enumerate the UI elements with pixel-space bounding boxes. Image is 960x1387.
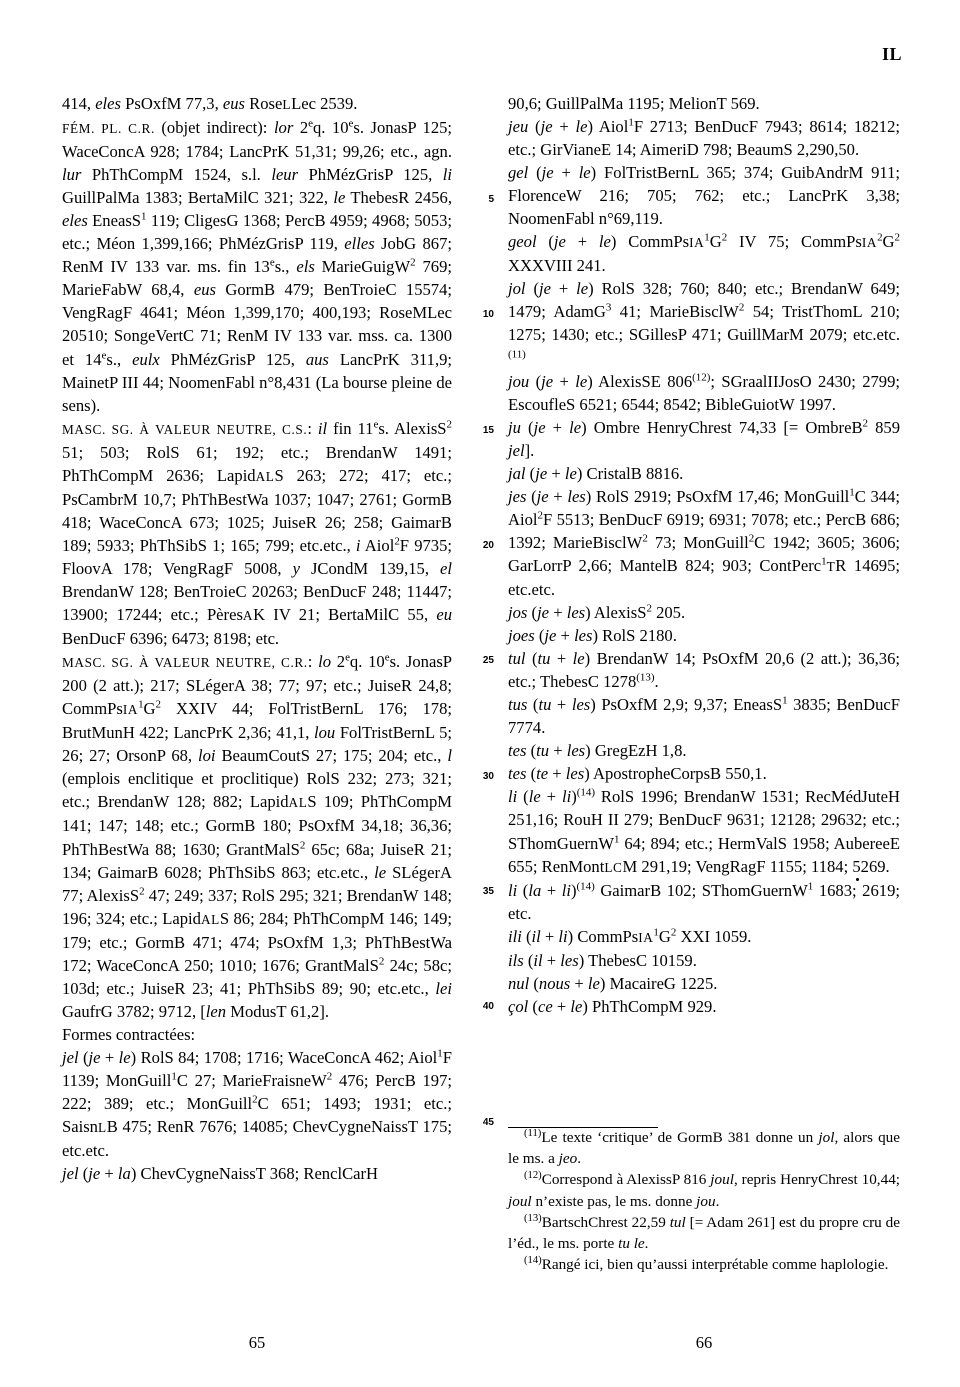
right-text-column bbox=[508, 92, 900, 1018]
entry-p-ils: ils (il + les) ThebesC 10159. bbox=[508, 950, 697, 970]
entry-p-tes-te-les: tes (te + les) ApostropheCorpsB 550,1. bbox=[508, 764, 767, 784]
scan-speck bbox=[856, 878, 859, 881]
footnote-12: $^{(12)}$Correspond à AlexissP 816 joul, repris HenryChrest 10,44; joul n’existe pas, le ms. donne jou. bbox=[508, 1170, 901, 1210]
line-number-45: 45 bbox=[482, 1117, 494, 1128]
folio-number-right: 66 bbox=[695, 1333, 713, 1352]
entry-p-geol: geol (je + le) $CommPsIA^1G^2$ IV 75; $CommPsIA^2G^2$ XXXVIII 241. bbox=[508, 231, 900, 276]
entry-p-fem-pl-cr: FÉM. PL. C.R. (objet indirect): lor 2eq. 10es. JonasP 125; WaceConcA 928; 1784; LancPrK 51,31; 99,26; etc., agn. lur PhThCompM 1524, s.l. leur PhMézGrisP 125, li GuillPalMa 1383; BertaMilC 321; 322, le ThebesR 2456, eles EneasS$^1$ 119; CligesG 1368; PercB 4959; 4968; 5053; etc.; Méon 1,399,166; PhMézGrisP 119, elles JobG 867; RenM IV 133 var. ms. fin 13es., els MarieGuigW$^2$ 769; MarieFabW 68,4, eus GormB 479; BenTroieC 15574; VengRagF 4641; Méon 1,399,170; 400,193; RoseMLec 20510; SongeVertC 71; RenM IV 133 var. mss. ca. 1300 et 14es., eulx PhMézGrisP 125, aus LancPrK 311,9; MainetP III 44; NoomenFabl n°8,431 (La bourse pleine de sens). bbox=[62, 117, 453, 415]
entry-p-jou: jou (je + le) AlexisSE 806$^{(12)}$; SGraalIIJosO 2430; 2799; EscoufleS 6521; 6544; 8542; BibleGuiotW 1997. bbox=[508, 371, 900, 414]
entry-p-414-eles: 414, eles PsOxfM 77,3, eus RoseLLec 2539. bbox=[62, 94, 358, 113]
entry-p-li-la-li: li (la + li)$^{(14)}$ GaimarB 102; SThomGuernW$^1$ 1683; 2619; etc. bbox=[508, 880, 900, 923]
entry-p-jel-je-la: jel (je + la) ChevCygneNaissT 368; RenclCarH bbox=[62, 1164, 379, 1184]
line-number-30: 30 bbox=[482, 771, 494, 782]
entry-p-906-guillpalma: 90,6; GuillPalMa 1195; MelionT 569. bbox=[508, 94, 760, 113]
entry-p-jeu: jeu (je + le) Aiol$^1$F 2713; BenDucF 7943; 8614; 18212; etc.; GirVianeE 14; AimeriD 798; BeaumS 2,290,50. bbox=[508, 116, 900, 160]
line-number-5: 5 bbox=[488, 194, 494, 205]
line-number-10: 10 bbox=[482, 309, 494, 320]
entry-p-nul: nul (nous + le) MacaireG 1225. bbox=[508, 973, 718, 993]
footnotes-block bbox=[508, 1127, 900, 1275]
line-number-15: 15 bbox=[482, 425, 494, 436]
entry-p-tul: tul (tu + le) BrendanW 14; PsOxfM 20,6 (2 att.); 36,36; etc.; ThebesC 1278$^{(13)}$. bbox=[508, 649, 900, 692]
line-number-20: 20 bbox=[482, 540, 494, 551]
entry-p-li-le-li: li (le + li)$^{(14)}$ RolS 1996; BrendanW 1531; RecMédJuteH 251,16; RouH II 279; BenDucF 9631; 12128; 29632; etc.; SThomGuernW$^1$ 64; 894; etc.; HermValS 1958; AubereeE 655; RenMontLCM 291,19; VengRagF 1155; 1184; 5269. bbox=[508, 786, 901, 876]
entry-p-col: çol (ce + le) PhThCompM 929. bbox=[508, 996, 717, 1016]
footnote-11: $^{(11)}$Le texte ‘critique’ de GormB 381 donne un jol, alors que le ms. a jeo. bbox=[508, 1127, 901, 1168]
entry-p-masc-sg-cs: MASC. SG. À VALEUR NEUTRE, C.S.: il fin 11es. AlexisS$^2$ 51; 503; RolS 61; 192; etc.; BrendanW 1491; PhThCompM 2636; LapidALS 263; 272; 417; etc.; PsCambrM 10,7; PhThBestWa 1037; 1047; 2761; GormB 418; WaceConcA 673; 1025; JuiseR 26; 258; GaimarB 189; 5933; PhThSibS 1; 165; 799; etc.etc., i Aiol$^2$F 9735; FloovA 178; VengRagF 5008, y JCondM 139,15, el BrendanW 128; BenTroieC 20263; BenDucF 248; 11447; 13900; 17244; etc.; PèresAK IV 21; BertaMilC 55, eu BenDucF 6396; 6473; 8198; etc. bbox=[62, 418, 452, 649]
entry-p-masc-sg-cr: MASC. SG. À VALEUR NEUTRE, C.R.: lo 2eq. 10es. JonasP 200 (2 att.); 217; SLégerA 38; 77; 97; etc.; JuiseR 24,8; $CommPsIA^1G^2$ XXIV 44; FolTristBernL 176; 178; BrutMunH 422; LancPrK 2,36; 41,1, lou FolTristBernL 5; 26; 27; OrsonP 68, loi BeaumCoutS 27; 175; 204; etc., l (emplois enclitique et proclitique) RolS 232; 273; 321; etc.; BrendanW 128; 882; LapidALS 109; PhThCompM 141; 147; 148; etc.; GormB 180; PsOxfM 34,18; 36,36; PhThBestWa 88; 1630; GrantMalS$^2$ 65c; 68a; JuiseR 21; 134; GaimarB 6028; PhThSibS 863; etc.etc., le SLégerA 77; AlexisS$^2$ 47; 249; 337; RolS 295; 321; BrendanW 148; 196; 324; etc.; LapidALS 86; 284; PhThCompM 146; 149; 179; etc.; GormB 471; 474; PsOxfM 1,3; PhThBestWa 172; WaceConcA 250; 1010; 1676; GrantMalS$^2$ 24c; 58c; 103d; etc.; JuiseR 23; 41; PhThSibS 89; 90; etc.etc., lei GaufrG 3782; 9712, [len ModusT 61,2]. bbox=[62, 651, 453, 1021]
entry-p-jal: jal (je + le) CristalB 8816. bbox=[508, 463, 684, 483]
entry-p-formes-contractees: Formes contractées: bbox=[62, 1024, 196, 1044]
entry-p-gel: gel (je + le) FolTristBernL 365; 374; GuibAndrM 911; FlorenceW 216; 705; 762; etc.; LancPrK 3,38; NoomenFabl n°69,119. bbox=[508, 163, 900, 229]
footnote-13: $^{(13)}$BartschChrest 22,59 tul [= Adam 261] est du propre cru de l’éd., le ms. porte tu le. bbox=[508, 1212, 900, 1253]
entry-p-jos: jos (je + les) AlexisS$^2$ 205. bbox=[508, 602, 686, 623]
entry-p-ju: ju (je + le) Ombre HenryChrest 74,33 [= OmbreB$^2$ 859 jel]. bbox=[508, 417, 900, 460]
entry-p-jes: jes (je + les) RolS 2919; PsOxfM 17,46; MonGuill$^1$C 344; Aiol$^2$F 5513; BenDucF 6919; 6931; 7078; etc.; PercB 686; 1392; MarieBisclW$^2$ 73; MonGuill$^2$C 1942; 3605; 3606; GarLorrP 2,66; MantelB 824; 903; ContPerc$^1$TR 14695; etc.etc. bbox=[508, 486, 901, 599]
left-text-column bbox=[62, 92, 452, 1185]
footnote-14: $^{(14)}$Rangé ici, bien qu’aussi interprétable comme haplologie. bbox=[524, 1255, 889, 1274]
entry-p-tus: tus (tu + les) PsOxfM 2,9; 9,37; EneasS$^1$ 3835; BenDucF 7774. bbox=[508, 694, 901, 738]
entry-p-jol: jol (je + le) RolS 328; 760; 840; etc.; BrendanW 649; 1479; AdamG$^3$ 41; MarieBisclW$^2$ 54; TristThomL 210; 1275; 1430; etc.; SGillesP 471; GuillMarM 2079; etc.etc.$^{(11)}$ bbox=[508, 279, 900, 360]
entry-p-jel-je-le: jel (je + le) RolS 84; 1708; 1716; WaceConcA 462; Aiol$^1$F 1139; MonGuill$^1$C 27; MarieFraisneW$^2$ 476; PercB 197; 222; 389; etc.; MonGuill$^2$C 651; 1493; 1931; etc.; SaisnLB 475; RenR 7676; 14085; ChevCygneNaissT 175; etc.etc. bbox=[62, 1047, 453, 1161]
line-number-25: 25 bbox=[482, 655, 494, 666]
line-number-40: 40 bbox=[482, 1001, 494, 1012]
folio-number-left: 65 bbox=[248, 1333, 266, 1352]
line-number-35: 35 bbox=[482, 886, 494, 897]
entry-p-tes-tu-les: tes (tu + les) GregEzH 1,8. bbox=[508, 741, 687, 761]
entry-p-ili: ili (il + li) $CommPsIA^1G^2$ XXI 1059. bbox=[508, 926, 752, 946]
running-head: IL bbox=[881, 44, 902, 64]
entry-p-joes: joes (je + les) RolS 2180. bbox=[508, 626, 677, 646]
